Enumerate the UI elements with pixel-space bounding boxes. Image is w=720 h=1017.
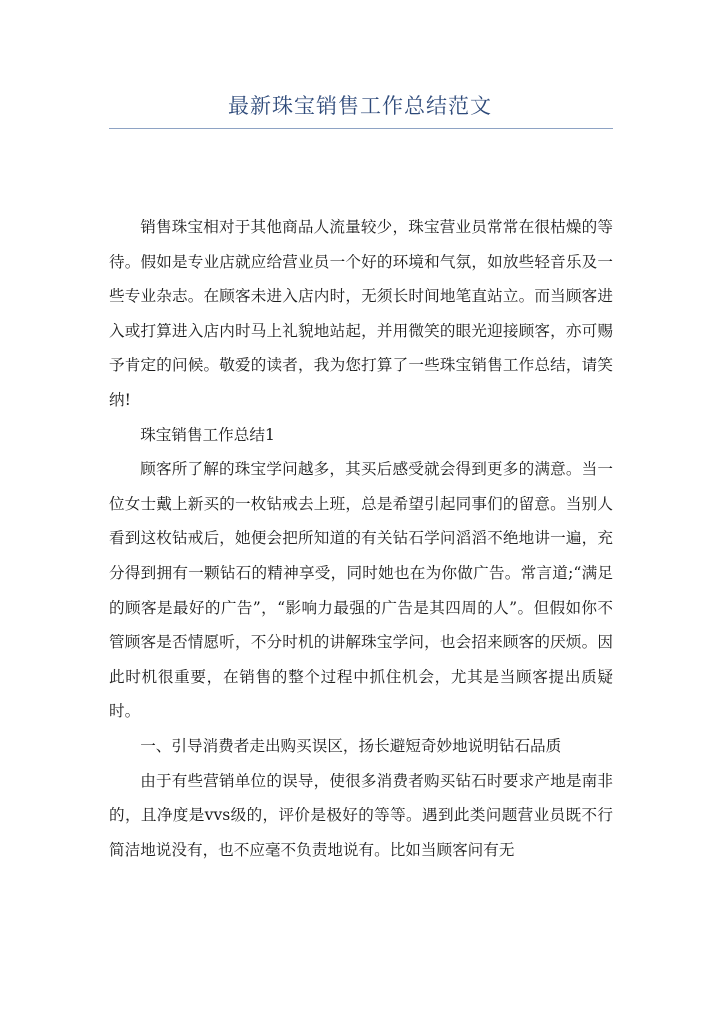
- subsection-heading: 一、引导消费者走出购买误区，扬长避短奇妙地说明钻石品质: [140, 736, 562, 755]
- body-paragraph: 顾客所了解的珠宝学问越多，其买后感受就会得到更多的满意。当一位女士戴上新买的一枚钻戒去上班，总是希望引起同事们的留意。当别人看到这枚钻戒后，她便会把所知道的有关钻石学问滔滔不绝地讲一遍，充分得到拥有一颗钻石的精神享受，同时她也在为你做广告。常言道;“满足的顾客是最好的广告”，“影响力最强的广告是其四周的人”。但假如你不管顾客是否情愿听，不分时机的讲解珠宝学问，也会招来顾客的厌烦。因此时机很重要，在销售的整个过程中抓住机会，尤其是当顾客提出质疑时。: [109, 460, 613, 721]
- document-body: [109, 210, 613, 867]
- body-paragraph: 由于有些营销单位的误导，使很多消费者购买钻石时要求产地是南非的，且净度是vvs级的，评价是极好的等等。遇到此类问题营业员既不行简洁地说没有，也不应毫不负责地说有。比如当顾客问有无: [109, 771, 613, 859]
- intro-paragraph: 销售珠宝相对于其他商品人流量较少，珠宝营业员常常在很枯燥的等待。假如是专业店就应给营业员一个好的环境和气氛，如放些轻音乐及一些专业杂志。在顾客未进入店内时，无须长时间地笔直站立。而当顾客进入或打算进入店内时马上礼貌地站起，并用微笑的眼光迎接顾客，亦可赐予肯定的问候。敬爱的读者，我为您打算了一些珠宝销售工作总结，请笑纳!: [109, 218, 613, 409]
- document-title: 最新珠宝销售工作总结范文: [228, 94, 492, 118]
- section-heading: 珠宝销售工作总结1: [140, 425, 275, 444]
- title-divider: [109, 128, 613, 129]
